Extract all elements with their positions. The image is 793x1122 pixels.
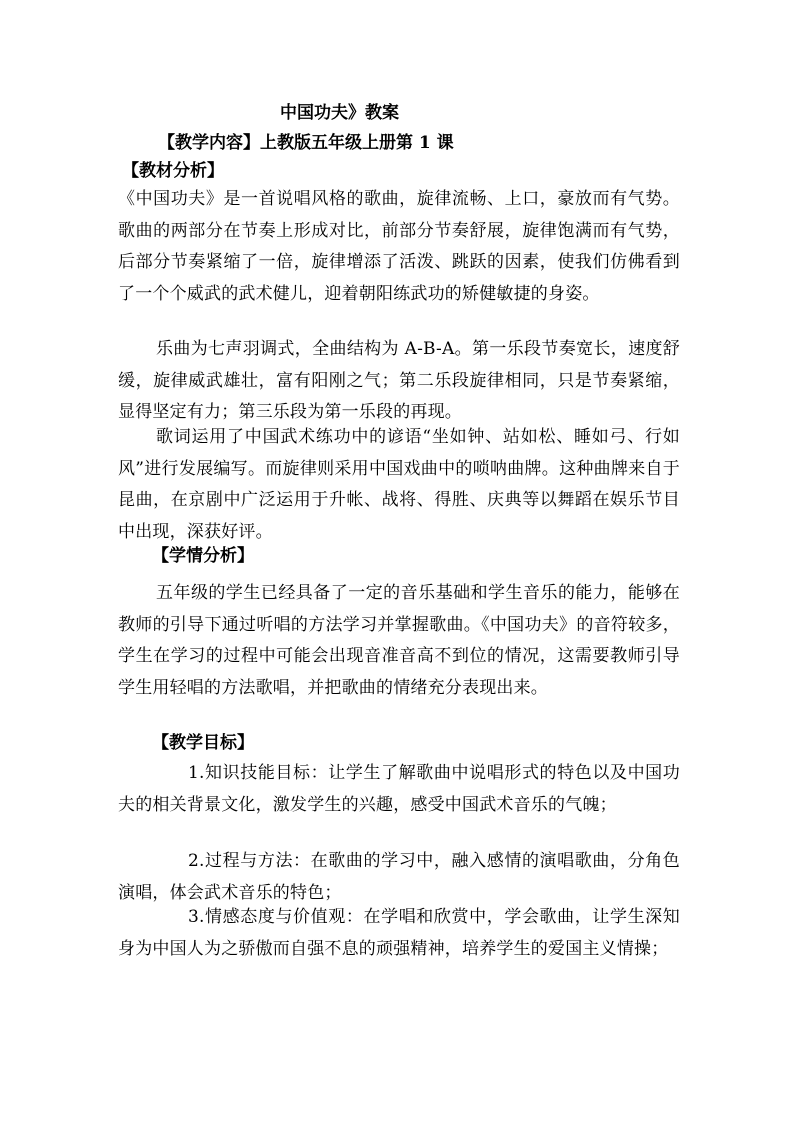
document-title: 中国功夫》教案 <box>280 103 399 123</box>
teaching-goal-1: 1.知识技能目标：让学生了解歌曲中说唱形式的特色以及中国功夫的相关背景文化，激发学生的兴趣，感受中国武术音乐的气魄； <box>118 763 680 815</box>
heading-teaching-goals: 【教学目标】 <box>152 733 254 753</box>
textbook-analysis-paragraph-2: 乐曲为七声羽调式，全曲结构为 A-B-A。第一乐段节奏宽长，速度舒缓，旋律威武雄壮，富有阳刚之气；第二乐段旋律相同，只是节奏紧缩，显得坚定有力；第三乐段为第一乐段的再现。 <box>118 339 680 422</box>
heading-textbook-analysis: 【教材分析】 <box>122 161 224 181</box>
textbook-analysis-paragraph-3: 歌词运用了中国武术练功中的谚语“坐如钟、站如松、睡如弓、行如风”进行发展编写。而旋律则采用中国戏曲中的唢呐曲牌。这种曲牌来自于昆曲，在京剧中广泛运用于升帐、战将、得胜、庆典等以舞蹈在娱乐节目中出现，深获好评。 <box>118 427 680 542</box>
teaching-goal-3: 3.情感态度与价值观：在学唱和欣赏中，学会歌曲，让学生深知身为中国人为之骄傲而自强不息的顽强精神，培养学生的爱国主义情操； <box>118 907 680 959</box>
teaching-goal-2: 2.过程与方法：在歌曲的学习中，融入感情的演唱歌曲，分角色演唱，体会武术音乐的特色； <box>118 851 680 903</box>
teaching-content-line: 【教学内容】上教版五年级上册第 1 课 <box>158 133 454 153</box>
student-analysis-paragraph: 五年级的学生已经具备了一定的音乐基础和学生音乐的能力，能够在教师的引导下通过听唱的方法学习并掌握歌曲。《中国功夫》的音符较多，学生在学习的过程中可能会出现音准音高不到位的情况，这需要教师引导学生用轻唱的方法歌唱，并把歌曲的情绪充分表现出来。 <box>118 583 680 698</box>
heading-student-analysis: 【学情分析】 <box>152 546 254 566</box>
textbook-analysis-paragraph-1: 《中国功夫》是一首说唱风格的歌曲，旋律流畅、上口，豪放而有气势。歌曲的两部分在节奏上形成对比，前部分节奏舒展，旋律饱满而有气势，后部分节奏紧缩了一倍，旋律增添了活泼、跳跃的因素，使我们仿佛看到了一个个威武的武术健儿，迎着朝阳练武功的矫健敏捷的身姿。 <box>118 189 680 304</box>
